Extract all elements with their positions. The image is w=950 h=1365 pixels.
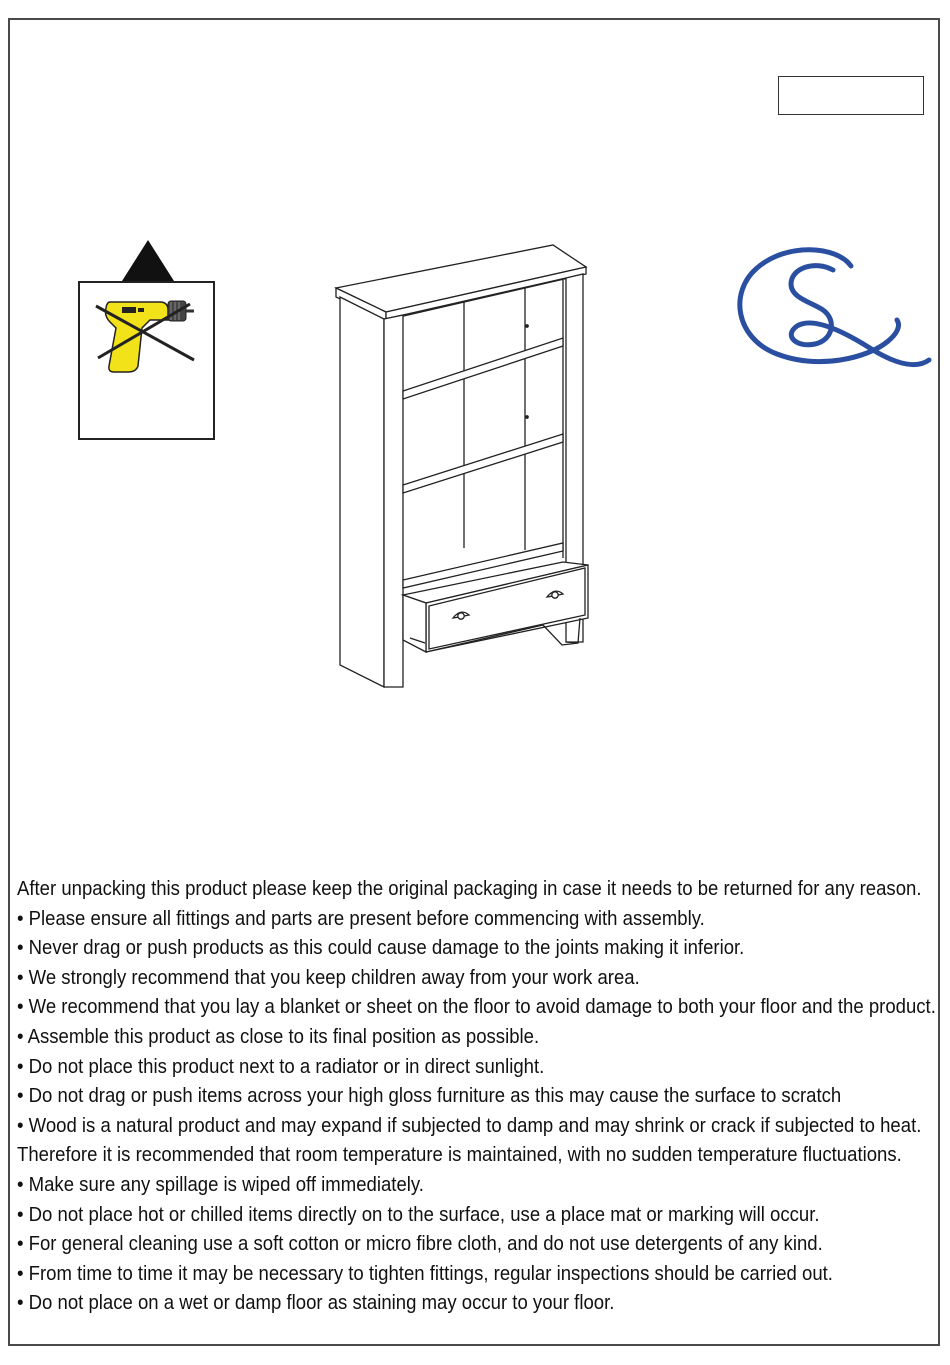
instruction-line: • From time to time it may be necessary to tighten fittings, regular inspections should be carried out.	[17, 1261, 833, 1285]
s-swirl-logo-icon	[733, 238, 933, 378]
instruction-line: • Please ensure all fittings and parts are present before commencing with assembly.	[17, 906, 705, 930]
instruction-line: • For general cleaning use a soft cotton or micro fibre cloth, and do not use detergents of any kind.	[17, 1232, 823, 1256]
instruction-line: After unpacking this product please keep the original packaging in case it needs to be returned for any reason.	[17, 877, 922, 900]
no-power-drill-warning	[78, 238, 218, 442]
instruction-line: • We strongly recommend that you keep children away from your work area.	[17, 965, 640, 989]
instruction-line: • Do not drag or push items across your high gloss furniture as this may cause the surface to scratch	[17, 1084, 842, 1108]
instruction-line: • Wood is a natural product and may expand if subjected to damp and may shrink or crack if subjected to heat.	[17, 1113, 922, 1137]
instruction-line: • Assemble this product as close to its final position as possible.	[17, 1024, 540, 1048]
instruction-line: • Never drag or push products as this could cause damage to the joints making it inferior.	[17, 936, 745, 960]
brand-logo	[733, 238, 933, 378]
instruction-line: Therefore it is recommended that room temperature is maintained, with no sudden temperature fluctuations.	[17, 1143, 902, 1167]
instruction-line: • Make sure any spillage is wiped off immediately.	[17, 1172, 424, 1196]
instruction-line: • Do not place this product next to a radiator or in direct sunlight.	[17, 1054, 545, 1078]
care-instructions	[17, 874, 942, 1318]
instruction-line: • Do not place hot or chilled items directly on to the surface, use a place mat or marking will occur.	[17, 1202, 820, 1226]
bookcase-illustration	[330, 240, 595, 690]
instruction-line: • Do not place on a wet or damp floor as staining may occur to your floor.	[17, 1291, 615, 1315]
bookcase-with-drawer-illustration	[330, 240, 595, 690]
product-code-box	[778, 76, 924, 115]
instruction-line: • We recommend that you lay a blanket or sheet on the floor to avoid damage to both your floor and the product.	[17, 995, 936, 1019]
no-power-drill-icon	[78, 238, 218, 442]
